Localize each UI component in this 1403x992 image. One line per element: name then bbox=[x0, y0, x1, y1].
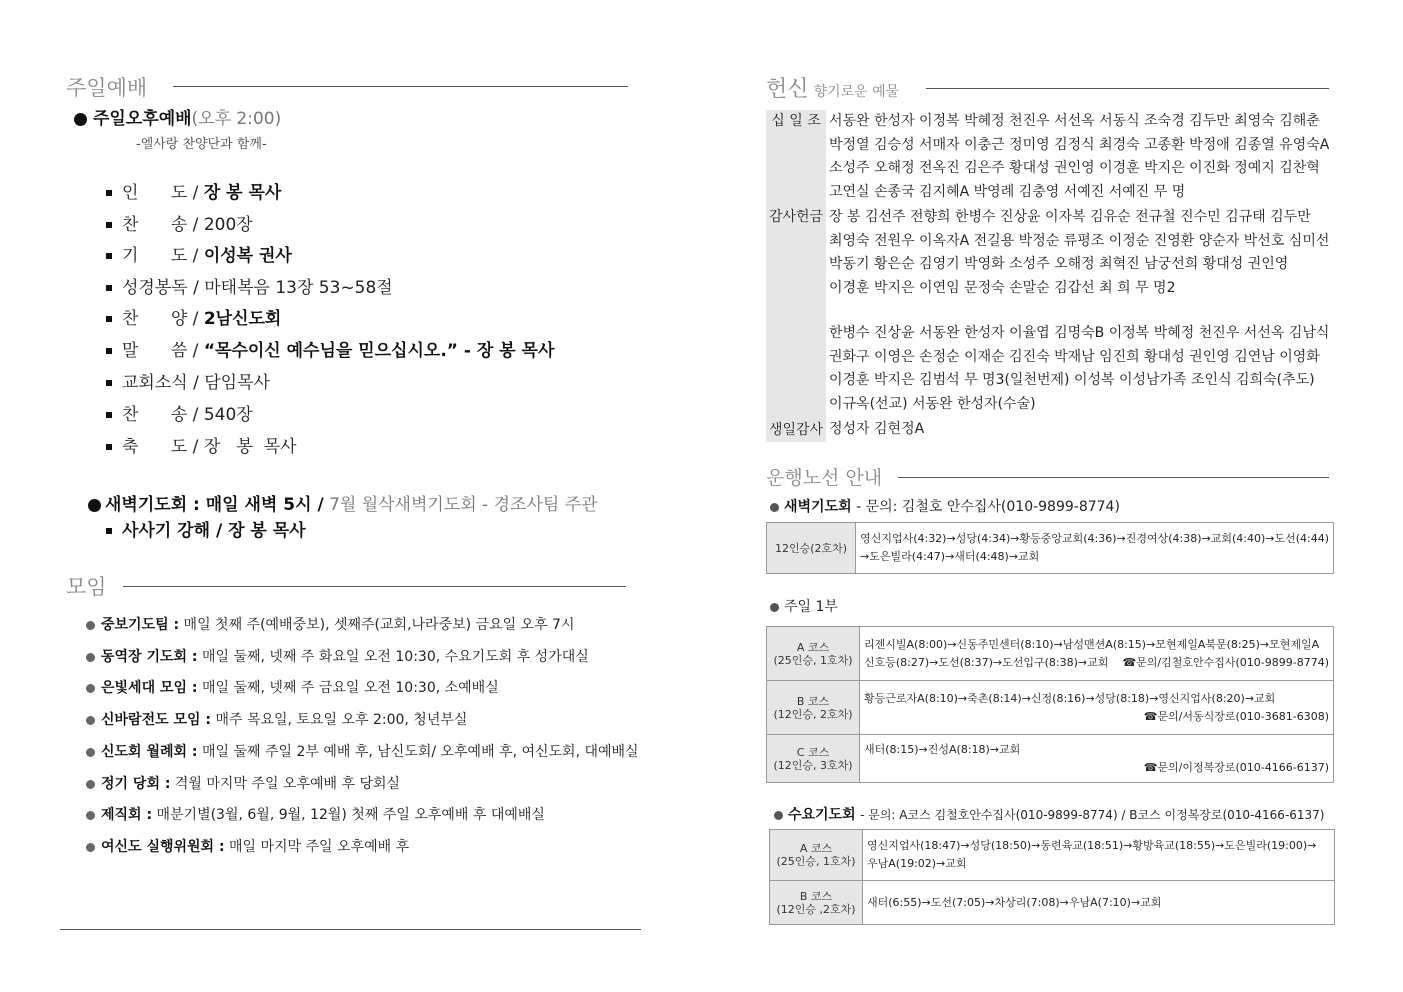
order-separator: / bbox=[187, 183, 204, 203]
birthday-label: 생일감사 bbox=[766, 418, 826, 442]
offering-heading bbox=[766, 72, 899, 103]
order-label: 인 도 bbox=[122, 183, 188, 203]
square-bullet-icon bbox=[106, 190, 112, 196]
dawn-bus-title: 새벽기도회 bbox=[784, 499, 852, 515]
dawn-prayer-heading bbox=[88, 490, 598, 515]
route-line: 영신지업사(18:47)→성당(18:50)→동련육교(18:51)→황방육교(18:55)→도은빌라(19:00)→ bbox=[867, 839, 1317, 852]
bus-title: 운행노선 안내 bbox=[766, 467, 883, 489]
bus-course-label bbox=[767, 627, 860, 681]
offering-subtitle: 향기로운 예물 bbox=[813, 84, 900, 100]
thanks-label: 감사헌금 bbox=[766, 206, 826, 418]
course-vehicle: (25인승, 1호차) bbox=[776, 855, 856, 868]
name-line: 권화구 이영은 손정순 이재순 김진숙 박재남 임진희 황대성 권인영 김연남 이영화 bbox=[829, 348, 1320, 365]
bus-course-row bbox=[770, 881, 1335, 925]
order-label: 교회소식 bbox=[122, 373, 188, 393]
bus-route bbox=[860, 627, 1334, 681]
tithe-label: 십 일 조 bbox=[766, 110, 826, 207]
worship-order-item bbox=[106, 214, 253, 236]
route-line bbox=[867, 855, 1330, 873]
bus-course-row bbox=[770, 830, 1335, 881]
order-label: 성경봉독 bbox=[122, 278, 188, 298]
meeting-name: 여신도 실행위원회 : bbox=[101, 839, 225, 855]
name-line: 소성주 오해정 전옥진 김은주 황대성 권인영 이경훈 박지은 이진화 정예지 김찬혁 bbox=[829, 160, 1320, 176]
order-label: 찬 양 bbox=[122, 309, 188, 329]
name-line: 최영숙 전원우 이옥자A 전길용 박정순 류평조 이정순 진영환 양순자 박선호 심미선 bbox=[829, 232, 1330, 249]
bus-route bbox=[860, 735, 1334, 783]
bullet-icon bbox=[86, 811, 95, 820]
square-bullet-icon bbox=[106, 316, 112, 322]
section-divider bbox=[926, 88, 1329, 89]
wed-bus-table bbox=[769, 829, 1335, 925]
dawn-prayer-title: 새벽기도회 : 매일 새벽 5시 / bbox=[105, 495, 324, 515]
course-name: B 코스 bbox=[796, 694, 830, 708]
thanks-names bbox=[829, 206, 1329, 300]
bus-course-label bbox=[770, 830, 863, 881]
order-value: 장 봉 목사 bbox=[203, 183, 282, 203]
order-separator: / bbox=[187, 405, 204, 425]
meeting-name: 신도회 월례회 : bbox=[101, 744, 198, 760]
meeting-item bbox=[86, 679, 499, 697]
bullet-icon bbox=[774, 811, 783, 820]
afternoon-service-time: (오후 2:00) bbox=[191, 109, 282, 129]
wed-bus-contact: - 문의: A코스 김철호안수집사(010-9899-8774) / B코스 이정복장로(010-4166-6137) bbox=[860, 808, 1325, 822]
bullet-icon bbox=[86, 621, 95, 630]
course-name: A 코스 bbox=[796, 640, 830, 654]
thanks-names-2 bbox=[829, 322, 1329, 416]
bus-contact: ☎문의/이정복장로(010-4166-6137) bbox=[1143, 760, 1329, 774]
worship-order-item bbox=[106, 277, 393, 299]
dawn-bus-contact: - 문의: 김철호 안수집사(010-9899-8774) bbox=[856, 499, 1120, 515]
route-line: 황등근로자A(8:10)→죽촌(8:14)→신정(8:16)→성당(8:18)→영신지업사(8:20)→교회 bbox=[864, 691, 1276, 705]
meeting-name: 제직회 : bbox=[101, 807, 153, 823]
name-line: 서동완 한성자 이정복 박혜정 천진우 서선옥 서동식 조숙경 김두만 최영숙 김해춘 bbox=[829, 113, 1320, 129]
course-vehicle: (25인승, 1호차) bbox=[773, 653, 853, 667]
bus-course-label bbox=[767, 735, 860, 783]
route-line: →도은빌라(4:47)→새터(4:48)→교회 bbox=[860, 550, 1040, 563]
square-bullet-icon bbox=[106, 222, 112, 228]
bus-course-row bbox=[767, 735, 1334, 783]
order-separator: / bbox=[187, 341, 204, 361]
order-value: 이성복 권사 bbox=[203, 246, 292, 266]
order-value: 마태복음 13장 53~58절 bbox=[204, 278, 393, 298]
dawn-prayer-sub: 7월 월삭새벽기도회 - 경조사팀 주관 bbox=[329, 495, 598, 515]
route-line bbox=[864, 654, 1329, 672]
section-divider bbox=[898, 477, 1329, 478]
route-line-text: 우남A(19:02)→교회 bbox=[867, 857, 967, 870]
bullet-icon bbox=[86, 843, 95, 852]
order-value: “목수이신 예수님을 믿으십시오.” - 장 봉 목사 bbox=[203, 341, 555, 361]
route-line: 리젠시빌A(8:00)→신동주민센터(8:10)→남성맨션A(8:15)→모현제일A북문(8:25)→모현제일A bbox=[864, 637, 1320, 651]
meeting-name: 은빛세대 모임 : bbox=[101, 680, 198, 696]
meeting-desc: 매주 목요일, 토요일 오후 2:00, 청년부실 bbox=[215, 712, 468, 728]
worship-order-item bbox=[106, 182, 281, 204]
bullet-icon bbox=[88, 499, 101, 512]
sunday-worship-title: 주일예배 bbox=[66, 76, 148, 100]
name-line: 박동기 황은순 김영기 박영화 소성주 오해정 최혁진 남궁선희 황대성 권인영 bbox=[829, 256, 1289, 272]
meeting-item bbox=[86, 806, 545, 824]
course-name: A 코스 bbox=[799, 842, 833, 855]
bus-contact: ☎문의/서동식장로(010-3681-6308) bbox=[1143, 709, 1329, 723]
meeting-item bbox=[86, 775, 400, 793]
section-divider bbox=[173, 86, 628, 87]
route-line: 새터(8:15)→진성A(8:18)→교회 bbox=[864, 742, 1021, 756]
order-separator: / bbox=[187, 278, 205, 298]
sunday-bus-title: 주일 1부 bbox=[784, 599, 838, 615]
order-value: 2남신도회 bbox=[203, 309, 282, 329]
meeting-name: 정기 당회 : bbox=[101, 776, 171, 792]
meeting-item bbox=[86, 648, 589, 666]
sunday-bus-table bbox=[766, 626, 1334, 783]
worship-order-item bbox=[106, 372, 270, 394]
worship-order-item bbox=[106, 436, 297, 458]
course-name: C 코스 bbox=[796, 745, 830, 759]
offering-title: 헌신 bbox=[766, 77, 809, 102]
bullet-icon bbox=[86, 716, 95, 725]
dawn-bus-heading bbox=[770, 496, 1120, 516]
name-line: 장 봉 김선주 전향희 한병수 진상윤 이자복 김유순 전규철 진수민 김규태 김두만 bbox=[829, 209, 1311, 225]
order-label: 기 도 bbox=[122, 246, 188, 266]
worship-order-item bbox=[106, 308, 281, 330]
order-separator: / bbox=[187, 309, 204, 329]
meeting-name: 동역장 기도회 : bbox=[101, 649, 198, 665]
name-line: 이경훈 박지은 김범석 무 명3(일천번제) 이성복 이성남가족 조인식 김희숙(추도) bbox=[829, 372, 1315, 388]
bus-route bbox=[863, 881, 1335, 925]
meeting-desc: 매일 둘째, 넷째 주 화요일 오전 10:30, 수요기도회 후 성가대실 bbox=[201, 649, 589, 665]
wed-bus-heading bbox=[774, 804, 1325, 824]
square-bullet-icon bbox=[106, 444, 112, 450]
order-separator: / bbox=[187, 373, 205, 393]
square-bullet-icon bbox=[106, 285, 112, 291]
order-value: 담임목사 bbox=[204, 373, 270, 393]
bus-contact: ☎문의/김철호안수집사(010-9899-8774) bbox=[1122, 655, 1329, 669]
afternoon-service-title: 주일오후예배 bbox=[93, 109, 192, 129]
section-divider bbox=[123, 586, 626, 587]
name-line: 이규옥(선교) 서동완 한성자(수술) bbox=[829, 395, 1036, 412]
afternoon-service-heading bbox=[74, 104, 281, 129]
name-line: 한병수 진상윤 서동완 한성자 이율엽 김명숙B 이정복 박혜정 천진우 서선옥 김남식 bbox=[829, 325, 1330, 341]
meeting-item bbox=[86, 743, 639, 761]
square-bullet-icon bbox=[106, 412, 112, 418]
meeting-desc: 격월 마지막 주일 오후예배 후 당회실 bbox=[174, 776, 401, 792]
afternoon-service-subtitle: -엘사랑 찬양단과 함께- bbox=[136, 137, 267, 152]
course-vehicle: (12인승, 2호차) bbox=[773, 707, 853, 721]
meeting-desc: 매일 마지막 주일 오후예배 후 bbox=[229, 839, 410, 855]
bus-course-row bbox=[767, 627, 1334, 681]
name-line: 박정열 김승성 서매자 이충근 정미영 김정식 최경숙 고종환 박정애 김종열 유영숙A bbox=[829, 136, 1330, 153]
bottom-divider bbox=[60, 929, 641, 930]
meetings-title: 모임 bbox=[66, 575, 107, 599]
bullet-icon bbox=[86, 780, 95, 789]
name-line: 고연실 손종국 김지혜A 박영례 김충영 서예진 서예진 무 명 bbox=[829, 183, 1186, 200]
order-label: 말 씀 bbox=[122, 341, 188, 361]
sunday-bus-heading bbox=[770, 596, 838, 616]
order-separator: / bbox=[187, 246, 204, 266]
meeting-desc: 매일 둘째, 넷째 주 금요일 오전 10:30, 소예배실 bbox=[201, 680, 499, 696]
meeting-name: 신바람전도 모임 : bbox=[101, 712, 212, 728]
tithe-names bbox=[829, 110, 1329, 204]
meeting-item bbox=[86, 838, 409, 856]
worship-order-item bbox=[106, 404, 253, 426]
worship-order-item bbox=[106, 245, 292, 267]
meeting-name: 중보기도팀 : bbox=[101, 617, 180, 633]
name-line: 이경훈 박지은 이연임 문정숙 손말순 김갑선 최 희 무 명2 bbox=[829, 279, 1176, 296]
order-separator: / bbox=[187, 215, 204, 235]
order-value: 200장 bbox=[203, 215, 253, 235]
route-line: 새터(6:55)→도선(7:05)→차상리(7:08)→우남A(7:10)→교회 bbox=[867, 895, 1162, 909]
bus-course-label: 12인승(2호차) bbox=[767, 523, 856, 574]
course-vehicle: (12인승, 3호차) bbox=[773, 758, 853, 772]
order-label: 찬 송 bbox=[122, 405, 188, 425]
birthday-names: 정성자 김현정A bbox=[829, 421, 925, 437]
square-bullet-icon bbox=[106, 380, 112, 386]
meeting-item bbox=[86, 711, 467, 729]
bullet-icon bbox=[86, 748, 95, 757]
meeting-desc: 매일 둘째 주일 2부 예배 후, 남신도회/ 오후예배 후, 여신도회, 대예배실 bbox=[201, 744, 639, 760]
dawn-bus-table bbox=[766, 522, 1334, 574]
order-value: 540장 bbox=[203, 405, 253, 425]
course-vehicle: (12인승 ,2호차) bbox=[776, 902, 856, 916]
square-bullet-icon bbox=[106, 528, 112, 534]
bullet-icon bbox=[770, 503, 779, 512]
bus-route bbox=[860, 681, 1334, 735]
order-separator: / bbox=[187, 437, 204, 457]
bullet-icon bbox=[86, 684, 95, 693]
course-name: B 코스 bbox=[799, 889, 833, 903]
wed-bus-title: 수요기도회 bbox=[788, 807, 856, 823]
bullet-icon bbox=[770, 603, 779, 612]
order-label: 축 도 bbox=[122, 437, 188, 457]
bus-route bbox=[863, 830, 1335, 881]
order-label: 찬 송 bbox=[122, 215, 188, 235]
bullet-icon bbox=[74, 113, 87, 126]
bus-course-row bbox=[767, 681, 1334, 735]
meeting-desc: 매분기별(3월, 6월, 9월, 12월) 첫째 주일 오후예배 후 대예배실 bbox=[156, 807, 545, 823]
bus-route bbox=[856, 523, 1334, 574]
bus-course-label bbox=[767, 681, 860, 735]
square-bullet-icon bbox=[106, 253, 112, 259]
dawn-lecture: 사사기 강해 / 장 봉 목사 bbox=[122, 521, 306, 541]
meeting-item bbox=[86, 616, 574, 634]
bullet-icon bbox=[86, 653, 95, 662]
worship-order-item bbox=[106, 340, 554, 362]
route-line: 영신지업사(4:32)→성당(4:34)→황등중앙교회(4:36)→진경여상(4:38)→교회(4:40)→도선(4:44) bbox=[860, 532, 1329, 545]
order-value: 장 봉 목사 bbox=[203, 437, 297, 457]
route-line-text: 신호등(8:27)→도선(8:37)→도선입구(8:38)→교회 bbox=[864, 655, 1109, 669]
square-bullet-icon bbox=[106, 348, 112, 354]
meeting-desc: 매일 첫째 주(예배중보), 셋째주(교회,나라중보) 금요일 오후 7시 bbox=[183, 617, 575, 633]
bus-course-label bbox=[770, 881, 863, 925]
dawn-lecture-row bbox=[106, 516, 306, 541]
